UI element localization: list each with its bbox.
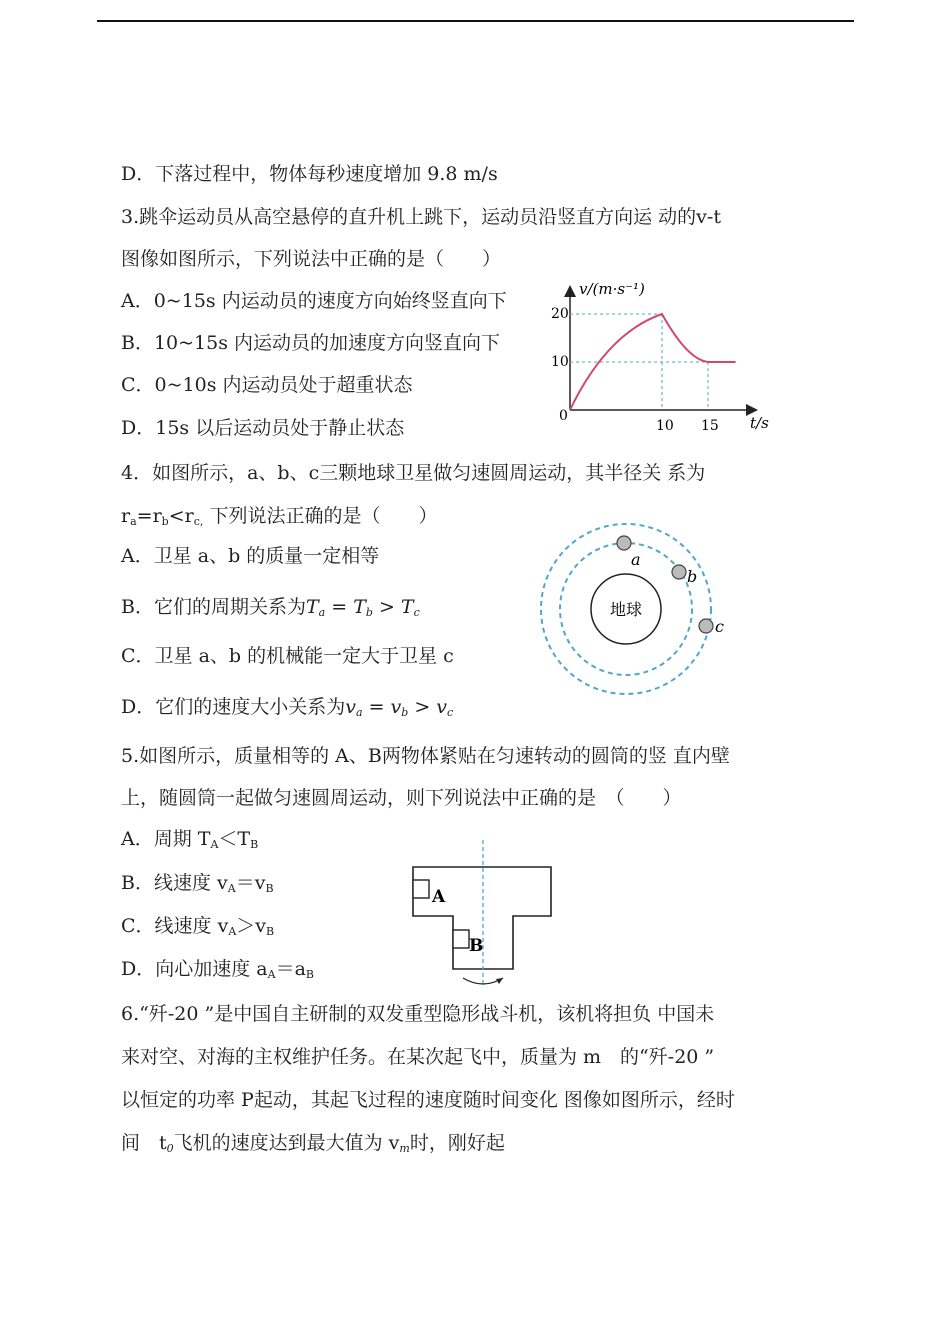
earth-label: 地球: [609, 600, 643, 619]
q6-line2: 来对空、对海的主权维护任务。在某次起飞中，质量为 m 的“歼-20 ”: [121, 1046, 715, 1068]
q4-stem-line1: 4．如图所示，a、b、c三颗地球卫星做匀速圆周运动，其半径关 系为: [121, 462, 706, 484]
vt-graph: [545, 280, 785, 440]
q3-option-c: C．0~10s 内运动员处于超重状态: [121, 374, 413, 396]
q4-radius-relation: $r_a=r_b<r_{c,}$: [121, 505, 204, 528]
q3-stem-line2: 图像如图所示，下列说法中正确的是（ ）: [121, 248, 502, 270]
q4-stem-line2: $r_a=r_b<r_{c,}$ 下列说法正确的是（ ）: [121, 505, 438, 528]
q4-option-b: B．它们的周期关系为$T_a = T_b > T_c$: [121, 596, 420, 619]
block-a: [413, 880, 429, 898]
block-a-label: A: [432, 887, 446, 907]
vt-origin-label: 0: [559, 408, 568, 424]
q3-stem-line1: 3.跳伞运动员从高空悬停的直升机上跳下，运动员沿竖直方向运 动的v-t: [121, 206, 721, 228]
q5-velocity-greater: $v_A>v_B$: [217, 915, 275, 938]
vt-ytick-10: 10: [551, 354, 569, 370]
satellite-c-label: c: [715, 617, 724, 636]
orbit-diagram: [527, 520, 727, 700]
satellite-c: [699, 619, 713, 633]
q5-option-c: C．线速度 $v_A>v_B$: [121, 915, 275, 938]
vt-ylabel: v/(m·s⁻¹): [579, 280, 645, 298]
block-b: [453, 930, 469, 948]
satellite-a-label: a: [631, 550, 641, 569]
header-rule: [97, 20, 854, 22]
q4-speed-relation: $v_a = v_b > v_c$: [345, 696, 454, 719]
q4-option-a: A．卫星 a、b 的质量一定相等: [121, 545, 380, 567]
q4-option-c: C．卫星 a、b 的机械能一定大于卫星 c: [121, 645, 454, 667]
q6-line1: 6.“歼-20 ”是中国自主研制的双发重型隐形战斗机，该机将担负 中国未: [121, 1003, 715, 1025]
q5-option-b: B．线速度 $v_A=v_B$: [121, 872, 274, 895]
cylinder-diagram: [405, 838, 565, 998]
q5-accel-equal: $a_A=a_B$: [256, 958, 314, 981]
q3-option-d: D．15s 以后运动员处于静止状态: [121, 417, 405, 439]
q2-option-d: D．下落过程中，物体每秒速度增加 9.8 m/s: [121, 163, 498, 185]
q5-option-a: A．周期 $T_A<T_B$: [121, 828, 259, 851]
vt-xtick-15: 15: [701, 418, 719, 434]
satellite-a: [617, 536, 631, 550]
q5-stem-line2: 上，随圆筒一起做匀速圆周运动，则下列说法中正确的是 （ ）: [121, 787, 682, 809]
q4-option-d: D．它们的速度大小关系为$v_a = v_b > v_c$: [121, 696, 454, 719]
satellite-b: [672, 565, 686, 579]
q6-line4: 间 $t_0$飞机的速度达到最大值为 $v_m$时，刚好起: [121, 1132, 505, 1155]
q5-stem-line1: 5.如图所示，质量相等的 A、B两物体紧贴在匀速转动的圆筒的竖 直内壁: [121, 745, 730, 767]
q5-period-relation: $T_A<T_B$: [197, 828, 259, 851]
block-b-label: B: [469, 936, 484, 956]
q5-velocity-equal: $v_A=v_B$: [217, 872, 274, 895]
vt-xtick-10: 10: [656, 418, 674, 434]
vt-guides: [570, 314, 708, 410]
q6-line3: 以恒定的功率 P起动，其起飞过程的速度随时间变化 图像如图所示，经时: [121, 1089, 735, 1111]
q3-option-a: A．0~15s 内运动员的速度方向始终竖直向下: [121, 290, 507, 312]
q3-option-b: B．10~15s 内运动员的加速度方向竖直向下: [121, 332, 501, 354]
q4-period-relation: $T_a = T_b > T_c$: [305, 596, 420, 619]
vt-xlabel: t/s: [750, 414, 769, 432]
vt-ytick-20: 20: [551, 306, 569, 322]
satellite-b-label: b: [687, 567, 698, 586]
q5-option-d: D．向心加速度 $a_A=a_B$: [121, 958, 314, 981]
